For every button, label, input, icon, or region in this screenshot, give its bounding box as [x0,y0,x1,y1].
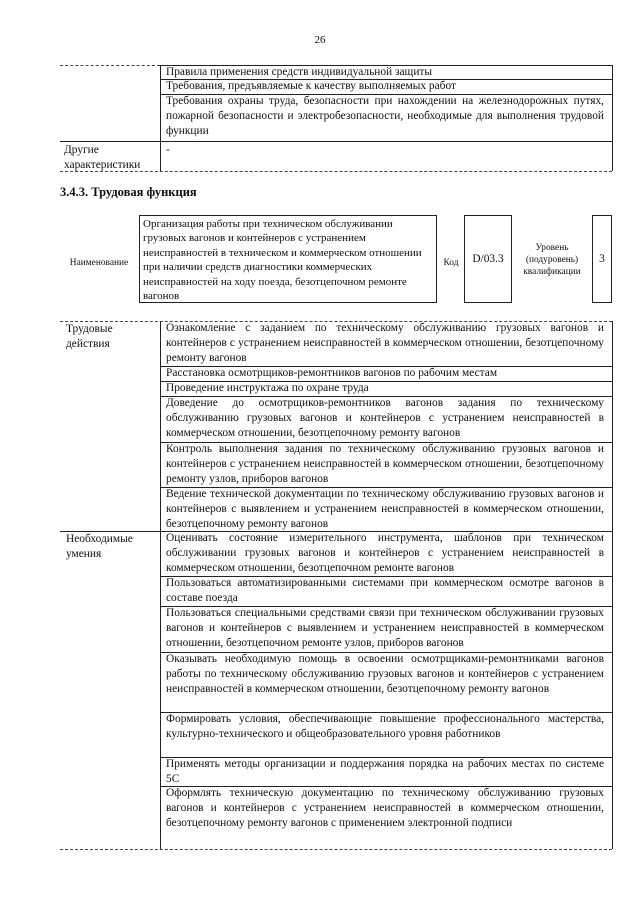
section-title: 3.4.3. Трудовая функция [60,185,197,199]
table-border [612,321,613,849]
table-row: Формировать условия, обеспечивающие повышение профессионального мастерства, культурно-технического и общеобразовательного уровня работников [166,713,604,741]
other-characteristics-label: Другие характеристики [64,144,141,172]
table-row: Пользоваться автоматизированными системами при коммерческом осмотре вагонов в составе поезда [166,577,604,605]
table-row: Ведение технической документации по техническому обслуживанию грузовых вагонов и контейнеров с выявлением и устранением неисправностей в коммерческом отношении, безотцепочному ремонту вагонов [166,488,604,531]
table-row: Ознакомление с заданием по техническому обслуживанию грузовых вагонов и контейнеров с устранением неисправностей в коммерческом отношении, безотцепочному ремонту вагонов [166,322,604,365]
other-characteristics-value: - [166,144,170,156]
page-number: 26 [314,34,326,46]
table-border [160,65,161,171]
table-row: Пользоваться специальными средствами связи при техническом обслуживании грузовых вагонов и контейнеров с выявлением и устранением неисправностей в коммерческом отношении, безотцепочном ремонте узлов, приборов вагонов [166,607,604,650]
table-row: Применять методы организации и поддержания порядка на рабочих местах по системе 5С [166,758,604,786]
code-label: Код [443,258,459,268]
table-border [612,65,613,171]
labor-actions-label: Трудовые действия [66,323,113,351]
table-cell: Требования охраны труда, безопасности при нахождении на железнодорожных путях, пожарной безопасности и электробезопасности, необходимые для выполнения трудовой функции [166,95,604,138]
table-cell: Требования, предъявляемые к качеству выполняемых работ [166,80,456,92]
table-cell: Правила применения средств индивидуальной защиты [166,66,433,78]
skills-label: Необходимые умения [66,533,133,561]
level-value: 3 [599,253,605,265]
table-border [160,321,161,849]
level-label: Уровень (подуровень) квалификации [523,243,581,277]
table-row: Оценивать состояние измерительного инструмента, шаблонов при техническом обслуживании грузовых вагонов и контейнеров с устранением неисправностей в коммерческом отношении, безотцепочном ремонте вагонов [166,532,604,575]
table-row: Оформлять техническую документацию по техническому обслуживанию грузовых вагонов и контейнеров с устранением неисправностей в коммерческом отношении, безотцепочному ремонту вагонов с применением электронной подписи [166,787,604,830]
table-border [60,849,612,850]
name-label: Наименование [69,258,129,268]
table-row: Доведение до осмотрщиков-ремонтников вагонов задания по техническому обслуживанию грузовых вагонов и контейнеров с устранением неисправностей в коммерческом отношении, безотцепочному ремонту вагонов [166,397,604,440]
table-border [60,141,612,142]
table-row: Проведение инструктажа по охране труда [166,382,369,394]
function-name: Организация работы при техническом обслуживании грузовых вагонов и контейнеров с устранением неисправностей в техническом и коммерческом отношении при наличии средств диагностики коммерческих неисправностей на ходу поезда, безотцепочном ремонте вагонов [143,218,422,303]
table-row: Расстановка осмотрщиков-ремонтников вагонов по рабочим местам [166,367,498,379]
table-row: Оказывать необходимую помощь в освоении осмотрщиками-ремонтниками вагонов работы по техническому обслуживанию грузовых вагонов и контейнеров с устранением неисправностей в коммерческом отношении, безотцепочному ремонту вагонов [166,653,604,696]
code-value: D/03.3 [472,253,504,265]
table-row: Контроль выполнения задания по техническому обслуживанию грузовых вагонов и контейнеров с устранением неисправностей в коммерческом отношении, безотцепочному ремонту узлов, приборов вагонов [166,443,604,486]
table-border [60,65,160,66]
